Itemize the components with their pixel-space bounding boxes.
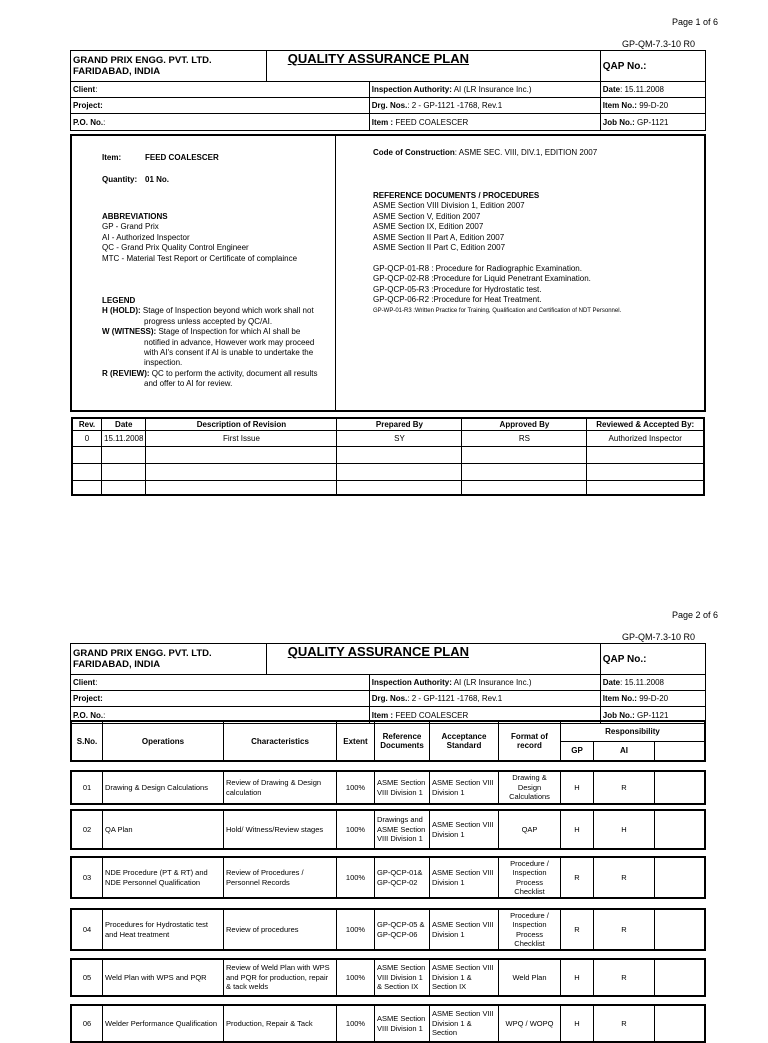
item-number: Item No.: 99-D-20 — [600, 691, 705, 707]
date-field: Date: 15.11.2008 — [600, 675, 705, 691]
cell-extent: 100% — [337, 909, 375, 950]
cell-fmt: Procedure / Inspection Process Checklist — [499, 909, 561, 950]
cell-char: Hold/ Witness/Review stages — [224, 810, 337, 849]
date-field: Date: 15.11.2008 — [600, 82, 705, 98]
document-title: QUALITY ASSURANCE PLAN — [267, 644, 601, 675]
item-field: Item : FEED COALESCER — [369, 707, 600, 724]
cell-sno: 04 — [71, 909, 103, 950]
po-number: P.O. No.: — [71, 707, 370, 724]
cell-extent: 100% — [337, 857, 375, 898]
info-panel — [70, 134, 706, 412]
cell-gp: R — [561, 909, 594, 950]
page2-header-table — [70, 643, 706, 724]
responsibility-header: Responsibility — [561, 721, 706, 741]
qap-number: QAP No.: — [600, 51, 705, 82]
cell-fmt: Drawing & Design Calculations — [499, 771, 561, 804]
characteristics-header: Characteristics — [224, 721, 337, 761]
acceptance-header: Acceptance Standard — [430, 721, 499, 761]
cell-ref: ASME Section VIII Division 1 — [375, 1005, 430, 1042]
page-number: Page 1 of 6 — [672, 17, 719, 27]
legend: LEGEND H (HOLD): Stage of Inspection beyond which work shall not progress unless accepted by QC/AI. W (WITNESS): Stage of Inspection for which AI shall be notified in advance, However work may proceed with AI's consent if AI is unable to undertake the inspection. R (REVIEW): QC to perform the activity, document all results and offer to AI for review. — [102, 296, 318, 389]
cell-op: Weld Plan with WPS and PQR — [103, 959, 224, 996]
cell-acc: ASME Section VIII Division 1 — [430, 771, 499, 804]
procedures-list: GP-QCP-01-R8 : Procedure for Radiographic Examination. GP-QCP-02-R8 :Procedure for Liquid Penetrant Examination. GP-QCP-05-R3 :Procedure for Hydrostatic test. GP-QCP-06-R2 :Procedure for Heat Treatment. GP-WP-01-R3 :Written Practice for Training, Qualification and Certification of NDT Personnel. — [373, 264, 622, 314]
company-name: GRAND PRIX ENGG. PVT. LTD. FARIDABAD, INDIA — [71, 644, 267, 675]
item-number: Item No.: 99-D-20 — [600, 98, 705, 114]
po-number: P.O. No.: — [71, 114, 370, 131]
cell-gp: H — [561, 1005, 594, 1042]
cell-fmt: WPQ / WOPQ — [499, 1005, 561, 1042]
inspection-authority: Inspection Authority: AI (LR Insurance Inc.) — [369, 82, 600, 98]
table-row — [71, 771, 705, 804]
cell-extent: 100% — [337, 810, 375, 849]
operations-header: Operations — [103, 721, 224, 761]
page1-header-table — [70, 50, 706, 131]
cell-sno: 01 — [71, 771, 103, 804]
cell-acc: ASME Section VIII Division 1 & Section — [430, 1005, 499, 1042]
prepared-header: Prepared By — [337, 418, 462, 430]
cell-ai: R — [594, 771, 655, 804]
cell-ref: ASME Section VIII Division 1 & Section IX — [375, 959, 430, 996]
cell-char: Review of procedures — [224, 909, 337, 950]
date-header: Date — [102, 418, 146, 430]
cell-op: NDE Procedure (PT & RT) and NDE Personnel Qualification — [103, 857, 224, 898]
document-code: GP-QM-7.3-10 R0 — [622, 632, 696, 642]
document-title: QUALITY ASSURANCE PLAN — [267, 51, 601, 82]
sno-header: S.No. — [71, 721, 103, 761]
cell-fmt: Procedure / Inspection Process Checklist — [499, 857, 561, 898]
cell-op: Drawing & Design Calculations — [103, 771, 224, 804]
project-field: Project: — [71, 691, 370, 707]
format-header: Format of record — [499, 721, 561, 761]
cell-ref: GP-QCP-01& GP-QCP-02 — [375, 857, 430, 898]
rev-header: Rev. — [72, 418, 102, 430]
plan-row-table — [70, 770, 706, 805]
table-row — [72, 446, 704, 463]
page-number: Page 2 of 6 — [672, 610, 719, 620]
cell-extent: 100% — [337, 1005, 375, 1042]
plan-row-table — [70, 856, 706, 899]
plan-row-table — [70, 908, 706, 951]
gp-header: GP — [561, 741, 594, 761]
cell-ai: R — [594, 909, 655, 950]
cell-gp: H — [561, 810, 594, 849]
cell-gp: H — [561, 959, 594, 996]
quantity-info: Quantity: 01 No. — [102, 175, 170, 184]
cell-op: Procedures for Hydrostatic test and Heat treatment — [103, 909, 224, 950]
cell-fmt: Weld Plan — [499, 959, 561, 996]
item-field: Item : FEED COALESCER — [369, 114, 600, 131]
cell-extent: 100% — [337, 959, 375, 996]
project-field: Project: — [71, 98, 370, 114]
plan-row-table — [70, 958, 706, 997]
cell-char: Review of Procedures / Personnel Records — [224, 857, 337, 898]
description-header: Description of Revision — [146, 418, 337, 430]
revision-header-row — [72, 418, 704, 430]
job-number: Job No.: GP-1121 — [600, 114, 705, 131]
cell-fmt: QAP — [499, 810, 561, 849]
plan-header — [70, 720, 706, 762]
approved-header: Approved By — [462, 418, 587, 430]
reference-documents: REFERENCE DOCUMENTS / PROCEDURES ASME Section VIII Division 1, Edition 2007 ASME Section V, Edition 2007 ASME Section IX, Edition 2007 ASME Section II Part A, Edition 2007 ASME Section II Part C, Edition 2007 — [373, 191, 540, 253]
extent-header: Extent — [337, 721, 375, 761]
cell-acc: ASME Section VIII Division 1 — [430, 909, 499, 950]
cell-char: Review of Drawing & Design calculation — [224, 771, 337, 804]
table-row — [71, 857, 705, 898]
job-number: Job No.: GP-1121 — [600, 707, 705, 724]
cell-gp: R — [561, 857, 594, 898]
drawing-numbers: Drg. Nos.: 2 - GP-1121 -1768, Rev.1 — [369, 98, 600, 114]
cell-sno: 06 — [71, 1005, 103, 1042]
plan-row-table — [70, 809, 706, 850]
abbreviations: ABBREVIATIONS GP - Grand Prix AI - Authorized Inspector QC - Grand Prix Quality Control Engineer MTC - Material Test Report or Certificate of complaince — [102, 212, 298, 263]
table-row — [71, 909, 705, 950]
cell-char: Review of Weld Plan with WPS and PQR for production, repair & tack welds — [224, 959, 337, 996]
cell-ref: Drawings and ASME Section VIII Division 1 — [375, 810, 430, 849]
table-row — [71, 810, 705, 849]
inspection-authority: Inspection Authority: AI (LR Insurance Inc.) — [369, 675, 600, 691]
company-name: GRAND PRIX ENGG. PVT. LTD. FARIDABAD, INDIA — [71, 51, 267, 82]
cell-sno: 02 — [71, 810, 103, 849]
cell-ai: R — [594, 857, 655, 898]
cell-op: Welder Performance Qualification — [103, 1005, 224, 1042]
reviewed-header: Reviewed & Accepted By: — [587, 418, 704, 430]
cell-char: Production, Repair & Tack — [224, 1005, 337, 1042]
table-row — [72, 480, 704, 495]
item-info: Item: FEED COALESCER — [102, 153, 219, 162]
drawing-numbers: Drg. Nos.: 2 - GP-1121 -1768, Rev.1 — [369, 691, 600, 707]
cell-ai: H — [594, 810, 655, 849]
table-row: 0 15.11.2008 First Issue SY RS Authorized Inspector — [72, 430, 704, 446]
cell-acc: ASME Section VIII Division 1 & Section IX — [430, 959, 499, 996]
cell-acc: ASME Section VIII Division 1 — [430, 810, 499, 849]
table-row — [72, 463, 704, 480]
cell-acc: ASME Section VIII Division 1 — [430, 857, 499, 898]
revision-table — [71, 417, 705, 496]
cell-extent: 100% — [337, 771, 375, 804]
cell-op: QA Plan — [103, 810, 224, 849]
client-field: Client: — [71, 82, 370, 98]
qap-number: QAP No.: — [600, 644, 705, 675]
cell-sno: 03 — [71, 857, 103, 898]
cell-ref: ASME Section VIII Division 1 — [375, 771, 430, 804]
cell-ai: R — [594, 1005, 655, 1042]
document-code: GP-QM-7.3-10 R0 — [622, 39, 696, 49]
ai-header: AI — [594, 741, 655, 761]
cell-gp: H — [561, 771, 594, 804]
table-row — [71, 959, 705, 996]
reference-header: Reference Documents — [375, 721, 430, 761]
cell-ai: R — [594, 959, 655, 996]
client-field: Client: — [71, 675, 370, 691]
cell-ref: GP-QCP-05 & GP-QCP-06 — [375, 909, 430, 950]
cell-sno: 05 — [71, 959, 103, 996]
code-of-construction: Code of Construction: ASME SEC. VIII, DIV.1, EDITION 2007 — [373, 148, 598, 157]
